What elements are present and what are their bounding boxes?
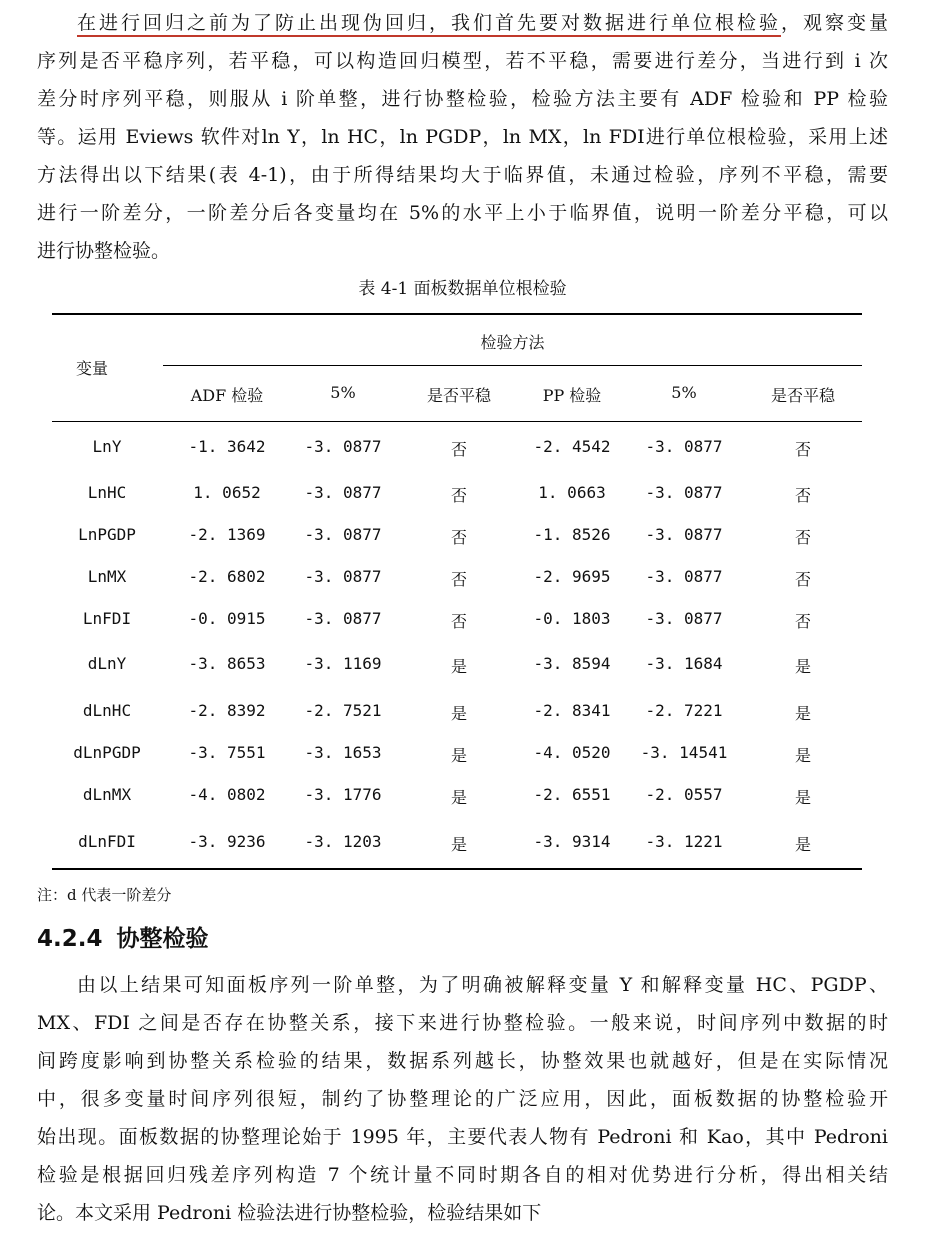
pp-value: -2. 8341: [533, 701, 611, 720]
variable-name: dLnY: [87, 654, 127, 673]
body-line-3: 间跨度影响到协整关系检验的结果，数据系列越长，协整效果也就越好，但是在实际情况: [37, 1050, 888, 1072]
adf-stationary: 是: [450, 657, 467, 676]
variable-name: dLnHC: [82, 701, 132, 720]
header-test-method: 检验方法: [480, 333, 545, 352]
adf-stationary: 否: [450, 440, 467, 459]
body-line-4: 中，很多变量时间序列很短，制约了协整理论的广泛应用，因此，面板数据的协整检验开: [37, 1088, 888, 1110]
adf-value: -2. 1369: [188, 525, 266, 544]
variable-name: LnFDI: [82, 609, 132, 628]
intro-paragraph: [37, 4, 888, 270]
body-paragraph: [37, 966, 888, 1232]
adf-stationary: 是: [450, 746, 467, 765]
section-number: 4.2.4: [37, 926, 103, 952]
pp-value: -1. 8526: [533, 525, 611, 544]
pp-stationary: 否: [794, 486, 811, 505]
adf-critical-5pct: -3. 1653: [304, 743, 382, 762]
pp-critical-5pct: -2. 7221: [645, 701, 723, 720]
pp-value: -3. 8594: [533, 654, 611, 673]
table-top-rule: [52, 313, 862, 315]
variable-name: dLnMX: [82, 785, 132, 804]
adf-stationary: 否: [450, 528, 467, 547]
pp-stationary: 是: [794, 746, 811, 765]
intro-line-7: 进行协整检验。: [37, 240, 171, 262]
body-line-7: 论。本文采用 Pedroni 检验法进行协整检验，检验结果如下: [37, 1202, 542, 1224]
adf-value: -3. 9236: [188, 832, 266, 851]
pp-value: -2. 4542: [533, 437, 611, 456]
table-header-rule: [52, 421, 862, 422]
pp-critical-5pct: -3. 0877: [645, 437, 723, 456]
adf-critical-5pct: -3. 0877: [304, 525, 382, 544]
pp-stationary: 是: [794, 657, 811, 676]
adf-value: -3. 8653: [188, 654, 266, 673]
adf-critical-5pct: -3. 0877: [304, 437, 382, 456]
pp-stationary: 否: [794, 440, 811, 459]
intro-line-6: 进行一阶差分，一阶差分后各变量均在 5%的水平上小于临界值，说明一阶差分平稳，可以: [37, 202, 888, 224]
adf-stationary: 否: [450, 612, 467, 631]
adf-stationary: 是: [450, 704, 467, 723]
adf-stationary: 是: [450, 788, 467, 807]
adf-critical-5pct: -3. 0877: [304, 609, 382, 628]
pp-stationary: 否: [794, 570, 811, 589]
body-line-1: 由以上结果可知面板序列一阶单整，为了明确被解释变量 Y 和解释变量 HC、PGDP、: [77, 974, 888, 996]
section-title: 协整检验: [116, 926, 209, 952]
pp-critical-5pct: -3. 0877: [645, 609, 723, 628]
adf-critical-5pct: -3. 1203: [304, 832, 382, 851]
adf-stationary: 是: [450, 835, 467, 854]
pp-value: -0. 1803: [533, 609, 611, 628]
underlined-text: 在进行回归之前为了防止出现伪回归，我们首先要对数据进行单位根检验: [77, 12, 781, 34]
table-bottom-rule: [52, 868, 862, 870]
column-header: PP 检验: [542, 386, 602, 405]
pp-value: -4. 0520: [533, 743, 611, 762]
pp-critical-5pct: -3. 0877: [645, 525, 723, 544]
body-line-6: 检验是根据回归残差序列构造 7 个统计量不同时期各自的相对优势进行分析，得出相关结: [37, 1164, 888, 1186]
adf-value: -0. 0915: [188, 609, 266, 628]
pp-critical-5pct: -2. 0557: [645, 785, 723, 804]
adf-value: -2. 8392: [188, 701, 266, 720]
body-line-5: 始出现。面板数据的协整理论始于 1995 年，主要代表人物有 Pedroni 和 Kao，其中 Pedroni: [37, 1126, 888, 1148]
adf-stationary: 否: [450, 486, 467, 505]
table-group-rule: [163, 365, 862, 366]
column-header: 是否平稳: [426, 386, 491, 405]
table-caption: 表 4-1 面板数据单位根检验: [358, 279, 567, 299]
adf-stationary: 否: [450, 570, 467, 589]
adf-critical-5pct: -3. 1776: [304, 785, 382, 804]
adf-critical-5pct: -3. 0877: [304, 567, 382, 586]
intro-line-2: 序列是否平稳序列，若平稳，可以构造回归模型，若不平稳，需要进行差分，当进行到 i 次: [37, 50, 888, 72]
variable-name: LnY: [92, 437, 122, 456]
pp-critical-5pct: -3. 0877: [645, 567, 723, 586]
intro-line-5: 方法得出以下结果(表 4-1)，由于所得结果均大于临界值，未通过检验，序列不平稳，需要: [37, 164, 888, 186]
pp-stationary: 是: [794, 704, 811, 723]
adf-value: -3. 7551: [188, 743, 266, 762]
pp-value: -3. 9314: [533, 832, 611, 851]
variable-name: LnMX: [87, 567, 127, 586]
pp-value: -2. 9695: [533, 567, 611, 586]
variable-name: dLnFDI: [78, 832, 136, 851]
variable-name: dLnPGDP: [73, 743, 141, 762]
body-line-2: MX、FDI 之间是否存在协整关系，接下来进行协整检验。一般来说，时间序列中数据的时: [37, 1012, 888, 1034]
column-header: ADF 检验: [190, 386, 264, 405]
variable-name: LnPGDP: [78, 525, 136, 544]
pp-critical-5pct: -3. 0877: [645, 483, 723, 502]
adf-critical-5pct: -3. 1169: [304, 654, 382, 673]
intro-line-4: 等。运用 Eviews 软件对ln Y，ln HC，ln PGDP，ln MX，ln FDI进行单位根检验，采用上述: [37, 126, 888, 148]
adf-critical-5pct: -3. 0877: [304, 483, 382, 502]
pp-stationary: 否: [794, 528, 811, 547]
pp-value: -2. 6551: [533, 785, 611, 804]
column-header: 是否平稳: [770, 386, 835, 405]
pp-critical-5pct: -3. 1684: [645, 654, 723, 673]
adf-value: -1. 3642: [188, 437, 266, 456]
intro-line-3: 差分时序列平稳，则服从 i 阶单整，进行协整检验，检验方法主要有 ADF 检验和 PP 检验: [37, 88, 888, 110]
column-header: 5%: [330, 383, 356, 402]
pp-stationary: 是: [794, 788, 811, 807]
variable-name: LnHC: [87, 483, 127, 502]
adf-value: -2. 6802: [188, 567, 266, 586]
pp-critical-5pct: -3. 1221: [645, 832, 723, 851]
adf-critical-5pct: -2. 7521: [304, 701, 382, 720]
pp-stationary: 是: [794, 835, 811, 854]
adf-value: 1. 0652: [193, 483, 261, 502]
table-note: 注：d 代表一阶差分: [37, 886, 172, 904]
column-header: 5%: [671, 383, 697, 402]
section-heading: [37, 920, 209, 953]
intro-line-1: 在进行回归之前为了防止出现伪回归，我们首先要对数据进行单位根检验，观察变量: [77, 12, 888, 34]
header-variable: 变量: [75, 359, 108, 378]
pp-critical-5pct: -3. 14541: [640, 743, 728, 762]
pp-stationary: 否: [794, 612, 811, 631]
pp-value: 1. 0663: [538, 483, 606, 502]
adf-value: -4. 0802: [188, 785, 266, 804]
